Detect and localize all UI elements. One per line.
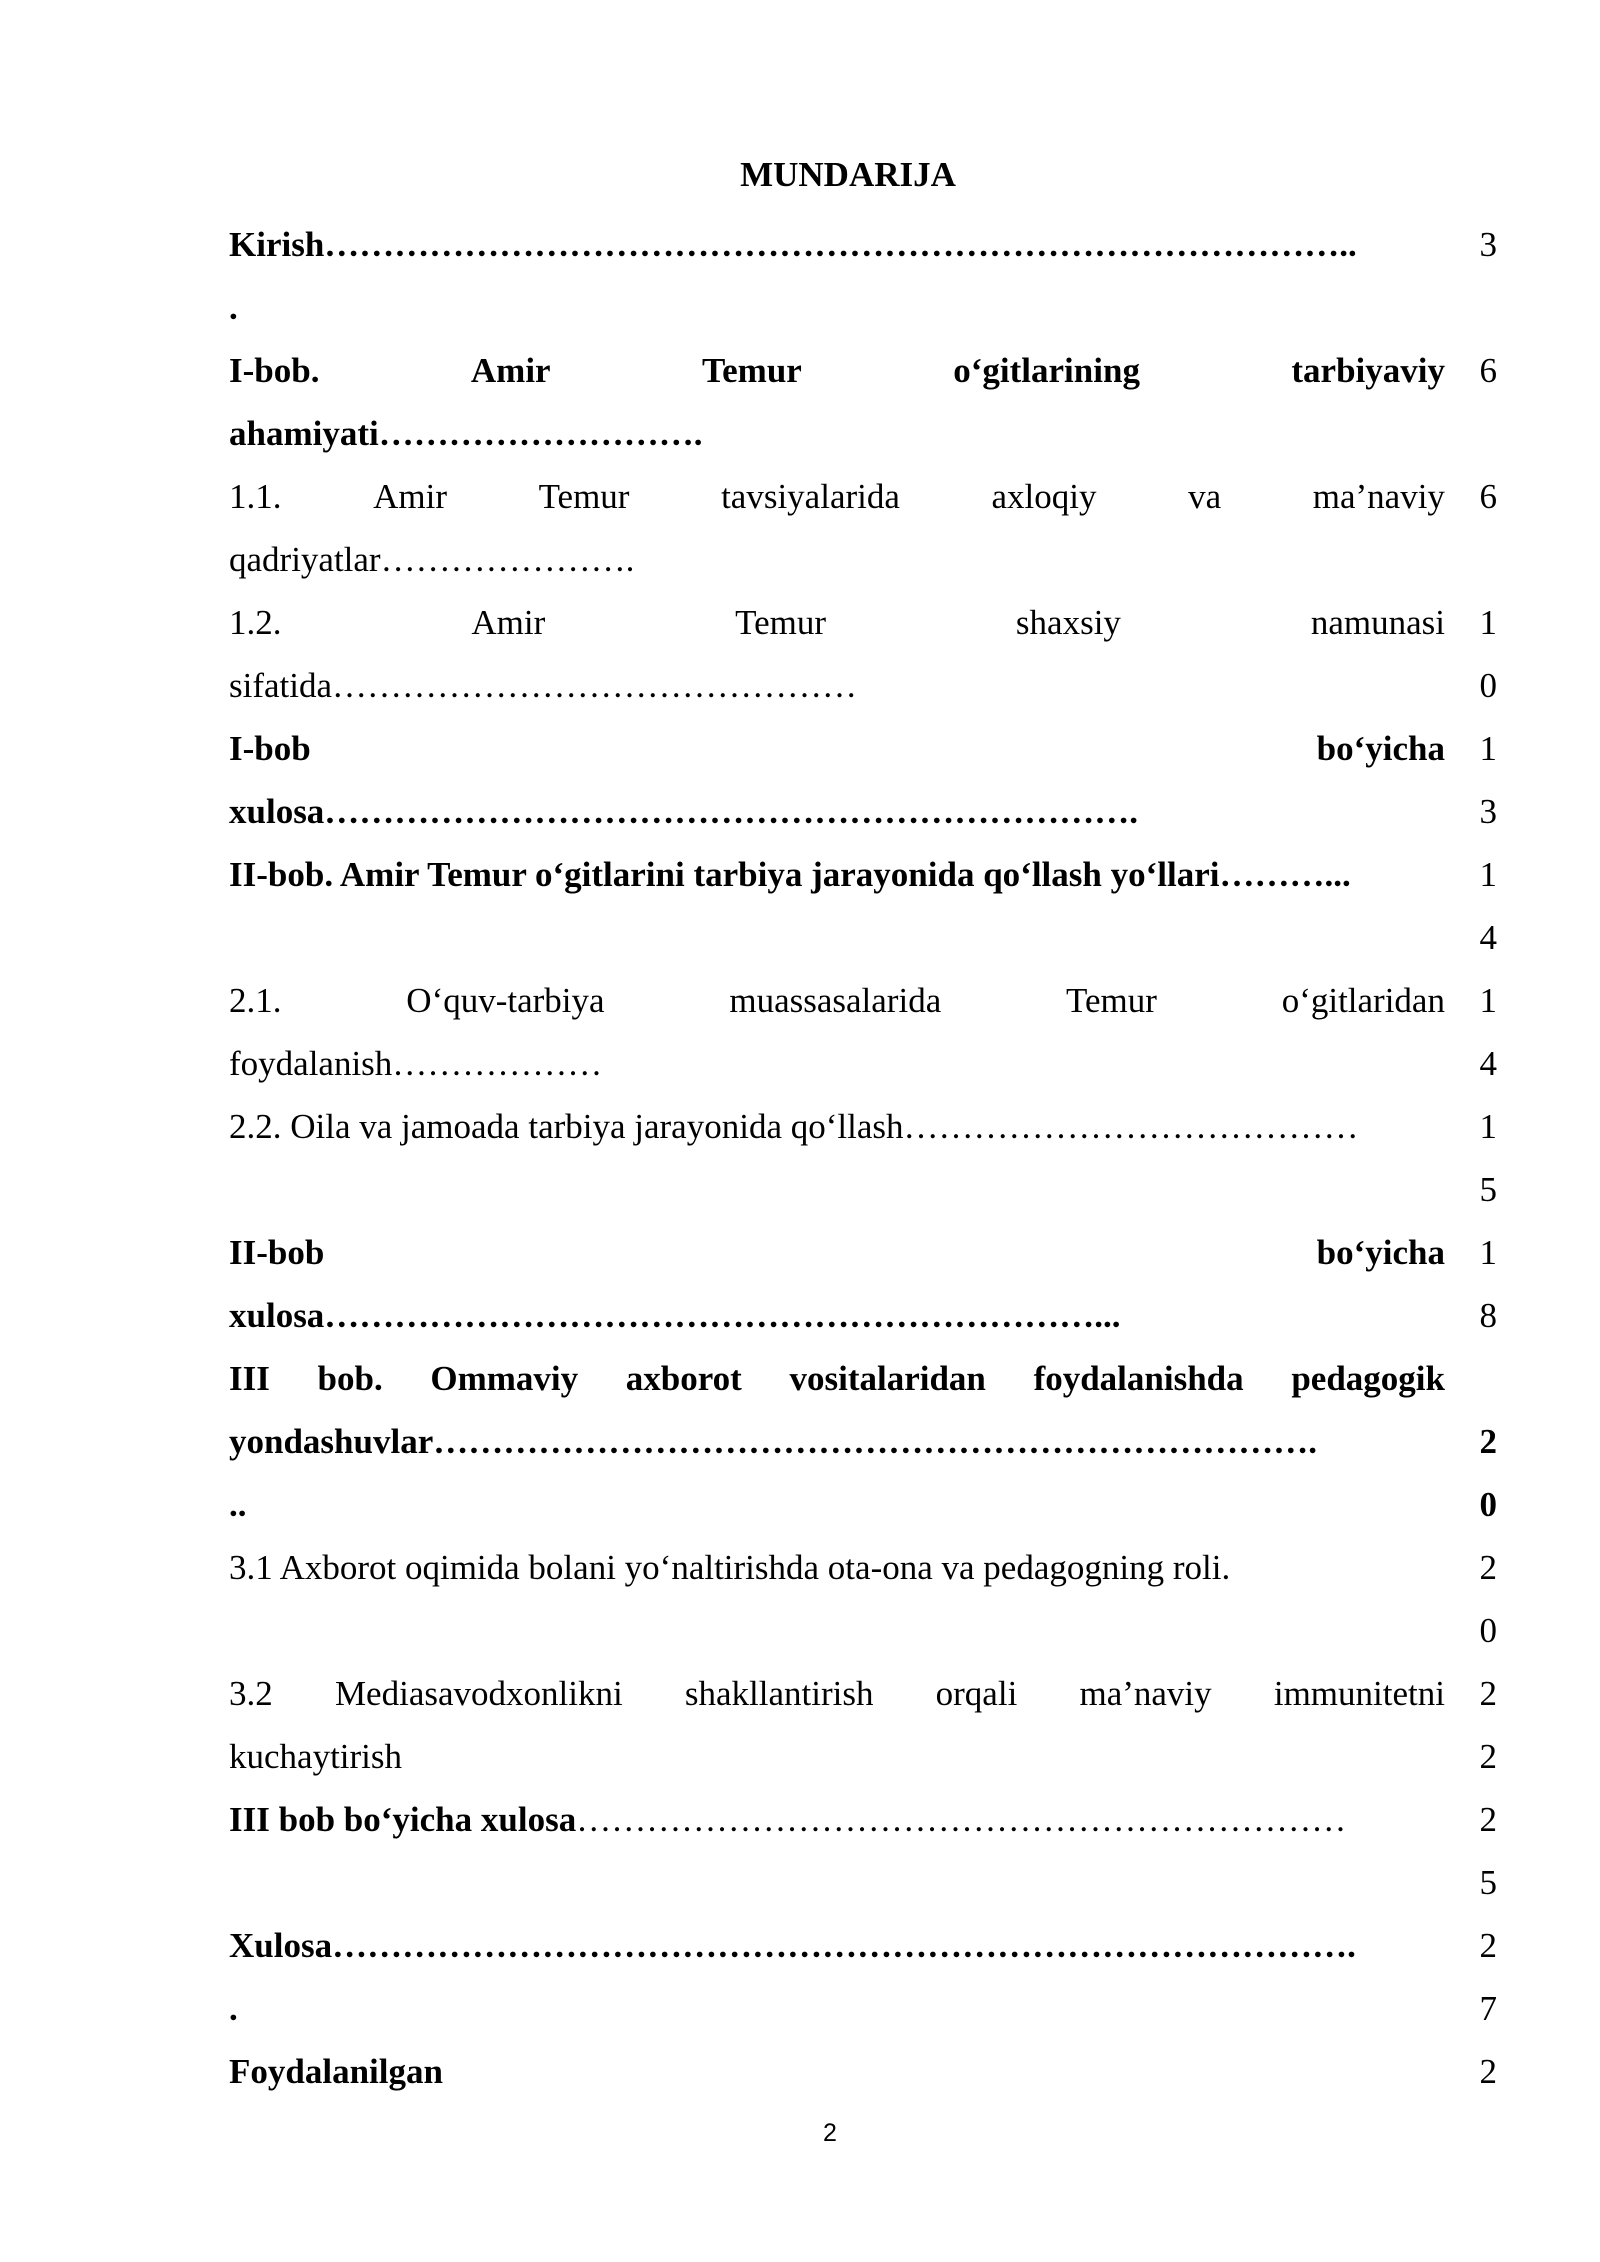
toc-entry-text: I-bob. Amir Temur o‘gitlarining tarbiyaviy [229,351,1445,390]
toc-entry-section-3-1[interactable] [229,1536,1497,1662]
toc-entry-text: 1.2. Amir Temur shaxsiy namunasi [229,603,1445,642]
toc-entry-text: 2.2. Oila va jamoada tarbiya jarayonida qo‘llash………………………………… [229,1107,1359,1146]
toc-entry-chapter-1[interactable] [229,339,1497,465]
toc-page-number: 1 4 [1479,855,1497,957]
toc-page-number: 3 [1479,225,1497,264]
toc-entry-text: Xulosa……………………………………………………………………………. [229,1926,1356,1965]
toc-entry-text-continued: xulosa…………………………………………………………... [229,1296,1121,1335]
toc-title: MUNDARIJA [740,155,956,194]
toc-page-number: 2 0 [1479,1548,1497,1650]
toc-entry-section-2-2[interactable] [229,1095,1497,1221]
toc-entry-chapter-3-conclusion[interactable] [229,1788,1497,1914]
toc-entry-text: I-bob bo‘yicha [229,729,1445,768]
toc-entry-chapter-2[interactable] [229,843,1497,969]
toc-entry-text-continued: sifatida……………………………………… [229,666,858,705]
toc-page-number: 1 5 [1479,1107,1497,1209]
toc-entry-text-continued: . [229,288,238,327]
toc-entry-references[interactable] [229,2040,1497,2103]
toc-entry-text-continued: ahamiyati………………………. [229,414,703,453]
toc-entry-text-continued: kuchaytirish [229,1737,403,1776]
toc-page-number: 2 0 [1479,1422,1497,1524]
toc-entry-section-3-2[interactable] [229,1662,1497,1788]
toc-entry-text: II-bob bo‘yicha [229,1233,1445,1272]
toc-entry-text: 3.2 Mediasavodxonlikni shakllantirish orqali ma’naviy immunitetni [229,1674,1445,1713]
toc-entry-text-continued: xulosa……………………………………………………………. [229,792,1139,831]
toc-entry-section-1-1[interactable] [229,465,1497,591]
toc-page-number: 1 3 [1479,729,1497,831]
toc-page-number: 1 0 [1479,603,1497,705]
toc-entry-text: III bob bo‘yicha xulosa………………………………………………………… [229,1800,1347,1839]
toc-entry-section-2-1[interactable] [229,969,1497,1095]
toc-entry-text: 1.1. Amir Temur tavsiyalarida axloqiy va ma’naviy [229,477,1445,516]
toc-entry-text: 2.1. O‘quv-tarbiya muassasalarida Temur o‘gitlaridan [229,981,1445,1020]
toc-entry-text-continued: . [229,1989,238,2028]
toc-entry-text-continued: foydalanish……………… [229,1044,603,1083]
toc-entry-section-1-2[interactable] [229,591,1497,717]
page-number-footer: 2 [823,2119,837,2147]
toc-entry-chapter-1-conclusion[interactable] [229,717,1497,843]
toc-entry-text-continued: .. [229,1485,247,1524]
toc-entry-text: II-bob. Amir Temur o‘gitlarini tarbiya jarayonida qo‘llash yo‘llari………... [229,855,1351,894]
toc-page-number: 6 [1479,477,1497,516]
toc-page-number: 1 4 [1479,981,1497,1083]
toc-entry-text-continued [229,1599,1445,1662]
toc-entry-text: III bob. Ommaviy axborot vositalaridan foydalanishda pedagogik [229,1359,1445,1398]
toc-page-number: 2 2 [1479,1674,1497,1776]
toc-page-number: 2 [1479,2052,1497,2091]
toc-entry-chapter-2-conclusion[interactable] [229,1221,1497,1347]
toc-entry-text-continued [229,1851,1445,1914]
table-of-contents [229,213,1497,2103]
toc-entry-kirish[interactable] [229,213,1497,339]
toc-page-number: 1 8 [1479,1233,1497,1335]
toc-entry-text: Foydalanilgan [229,2052,443,2091]
toc-entry-xulosa[interactable] [229,1914,1497,2040]
toc-page-number: 2 7 [1479,1926,1497,2028]
toc-entry-text-continued: qadriyatlar…………………. [229,540,635,579]
toc-page-number: 2 5 [1479,1800,1497,1902]
toc-entry-text: Kirish…………………………………………………………………………….. [229,225,1357,264]
toc-entry-text-continued [229,1158,1445,1221]
toc-entry-chapter-3[interactable] [229,1347,1497,1536]
toc-entry-text: 3.1 Axborot oqimida bolani yo‘naltirishda ota-ona va pedagogning roli. [229,1548,1231,1587]
toc-page-number: 6 [1479,351,1497,390]
toc-entry-text-continued: yondashuvlar…………………………………………………………………. [229,1422,1317,1461]
toc-entry-text-continued [229,906,1445,969]
